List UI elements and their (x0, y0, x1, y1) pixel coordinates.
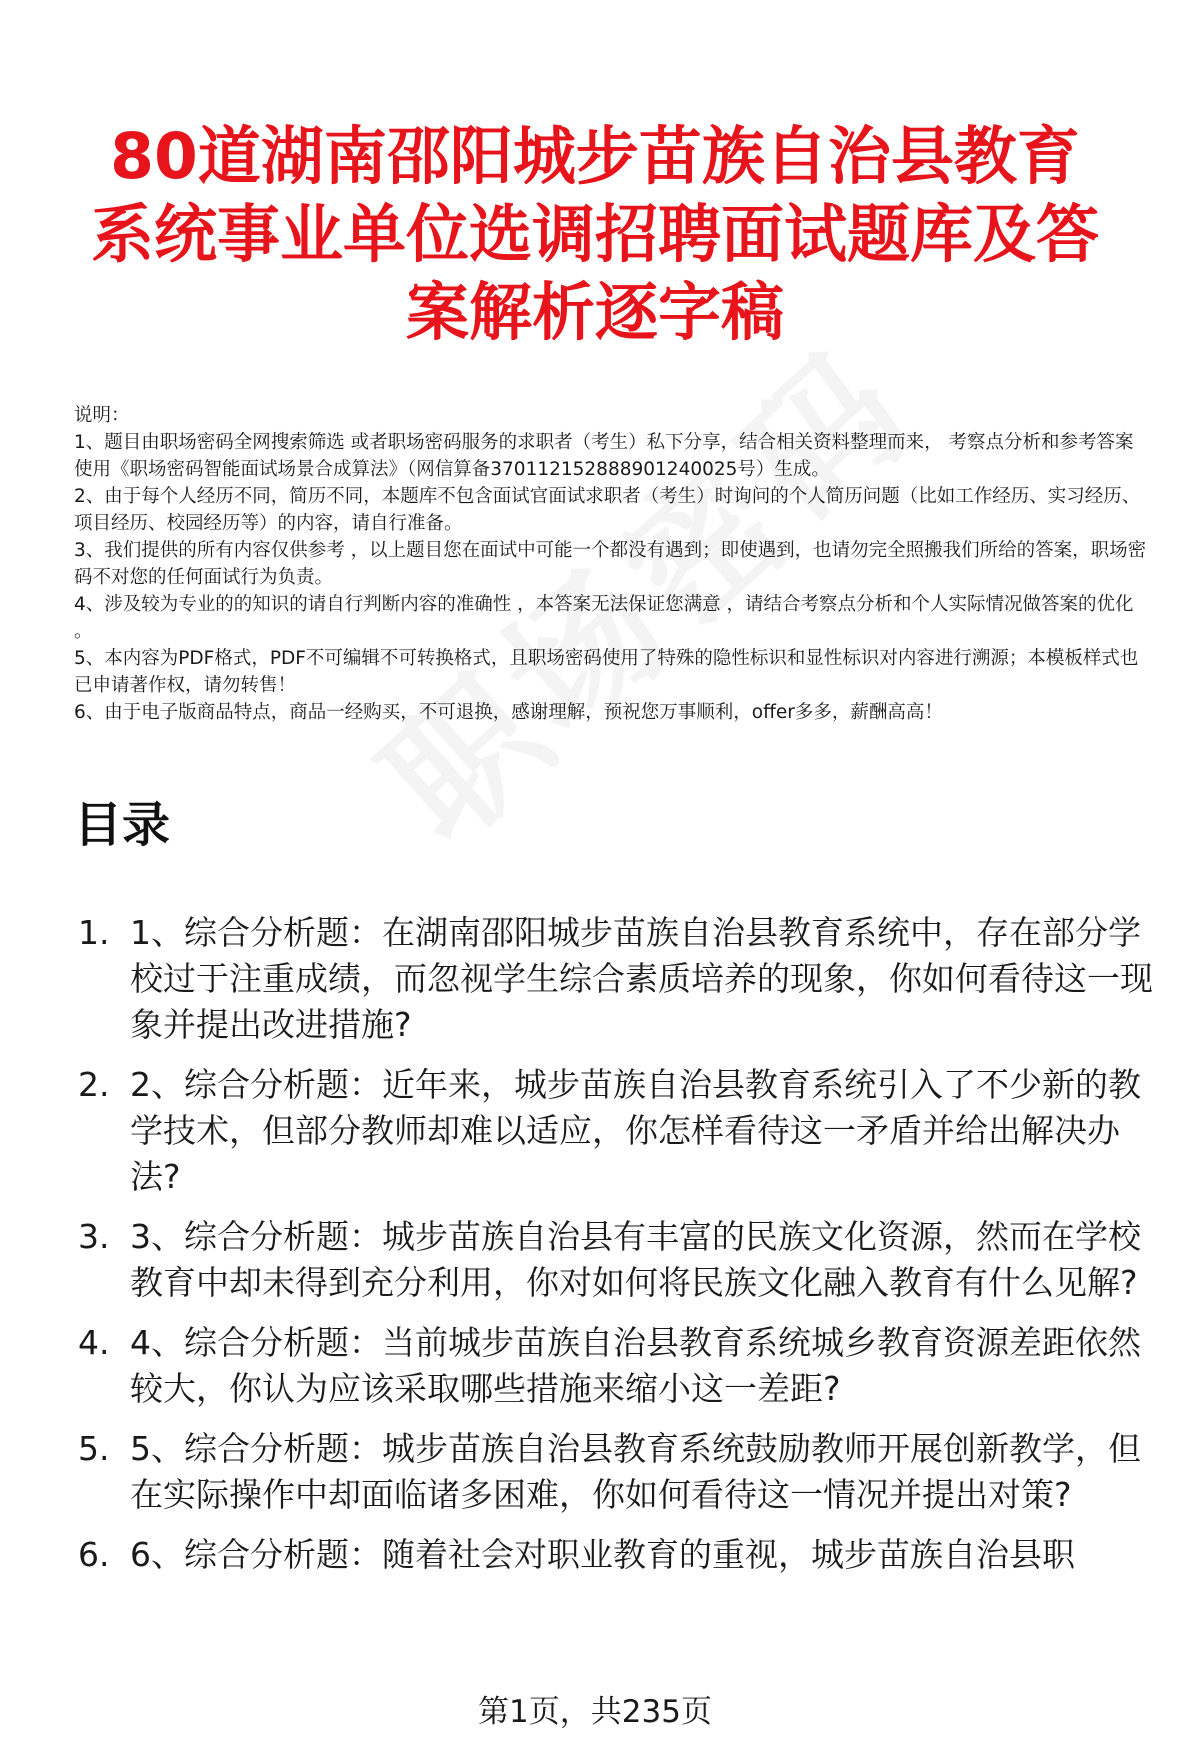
document-title: 80道湖南邵阳城步苗族自治县教育系统事业单位选调招聘面试题库及答案解析逐字稿 (91, 120, 1099, 349)
toc-item-text: 6、综合分析题：随着社会对职业教育的重视，城步苗族自治县职 (130, 1535, 1075, 1574)
note-item: 4、涉及较为专业的的知识的请自行判断内容的准确性 ，本答案无法保证您满意 ，请结合考察点分析和个人实际情况做答案的优化 。 (74, 594, 1134, 642)
toc-item[interactable] (78, 1532, 1168, 1578)
toc-item-number: 4. (78, 1323, 110, 1362)
note-item: 1、题目由职场密码全网搜索筛选 或者职场密码服务的求职者（考生）私下分享，结合相关资料整理而来， 考察点分析和参考答案使用《职场密码智能面试场景合成算法》（网信算备370112152888901240025号）生成。 (74, 432, 1134, 480)
toc-item-number: 1. (78, 913, 110, 952)
toc-item-text: 1、综合分析题：在湖南邵阳城步苗族自治县教育系统中，存在部分学校过于注重成绩，而忽视学生综合素质培养的现象，你如何看待这一现象并提出改进措施? (130, 913, 1153, 1044)
note-item: 5、本内容为PDF格式，PDF不可编辑不可转换格式，且职场密码使用了特殊的隐性标识和显性标识对内容进行溯源；本模板样式也已申请著作权，请勿转售！ (74, 648, 1139, 696)
toc-item-number: 5. (78, 1429, 110, 1468)
table-of-contents (78, 910, 1168, 1592)
toc-item-number: 3. (78, 1217, 110, 1256)
note-item: 3、我们提供的所有内容仅供参考 ，以上题目您在面试中可能一个都没有遇到；即使遇到，也请勿完全照搬我们所给的答案，职场密码不对您的任何面试行为负责。 (74, 540, 1147, 588)
note-item: 2、由于每个人经历不同，简历不同，本题库不包含面试官面试求职者（考生）时询问的个人简历问题（比如工作经历、实习经历、项目经历、校园经历等）的内容，请自行准备。 (74, 486, 1141, 534)
toc-item-text: 5、综合分析题：城步苗族自治县教育系统鼓励教师开展创新教学，但在实际操作中却面临诸多困难，你如何看待这一情况并提出对策? (130, 1429, 1141, 1514)
toc-item-text: 2、综合分析题：近年来，城步苗族自治县教育系统引入了不少新的教学技术，但部分教师却难以适应，你怎样看待这一矛盾并给出解决办法? (130, 1065, 1141, 1196)
notes-heading: 说明： (74, 405, 130, 426)
toc-item[interactable] (78, 1062, 1168, 1200)
toc-item[interactable] (78, 1214, 1168, 1306)
toc-item[interactable] (78, 1320, 1168, 1412)
toc-item-text: 3、综合分析题：城步苗族自治县有丰富的民族文化资源，然而在学校教育中却未得到充分利用，你对如何将民族文化融入教育有什么见解? (130, 1217, 1141, 1302)
toc-item[interactable] (78, 910, 1168, 1048)
toc-heading: 目录 (74, 797, 171, 853)
note-item: 6、由于电子版商品特点，商品一经购买，不可退换，感谢理解，预祝您万事顺利，offer多多，薪酬高高！ (74, 702, 943, 723)
toc-item-number: 2. (78, 1065, 110, 1104)
toc-item[interactable] (78, 1426, 1168, 1518)
page-footer: 第1页，共235页 (478, 1694, 712, 1730)
toc-item-text: 4、综合分析题：当前城步苗族自治县教育系统城乡教育资源差距依然较大，你认为应该采取哪些措施来缩小这一差距? (130, 1323, 1141, 1408)
notes-section (74, 402, 1149, 726)
toc-item-number: 6. (78, 1535, 110, 1574)
